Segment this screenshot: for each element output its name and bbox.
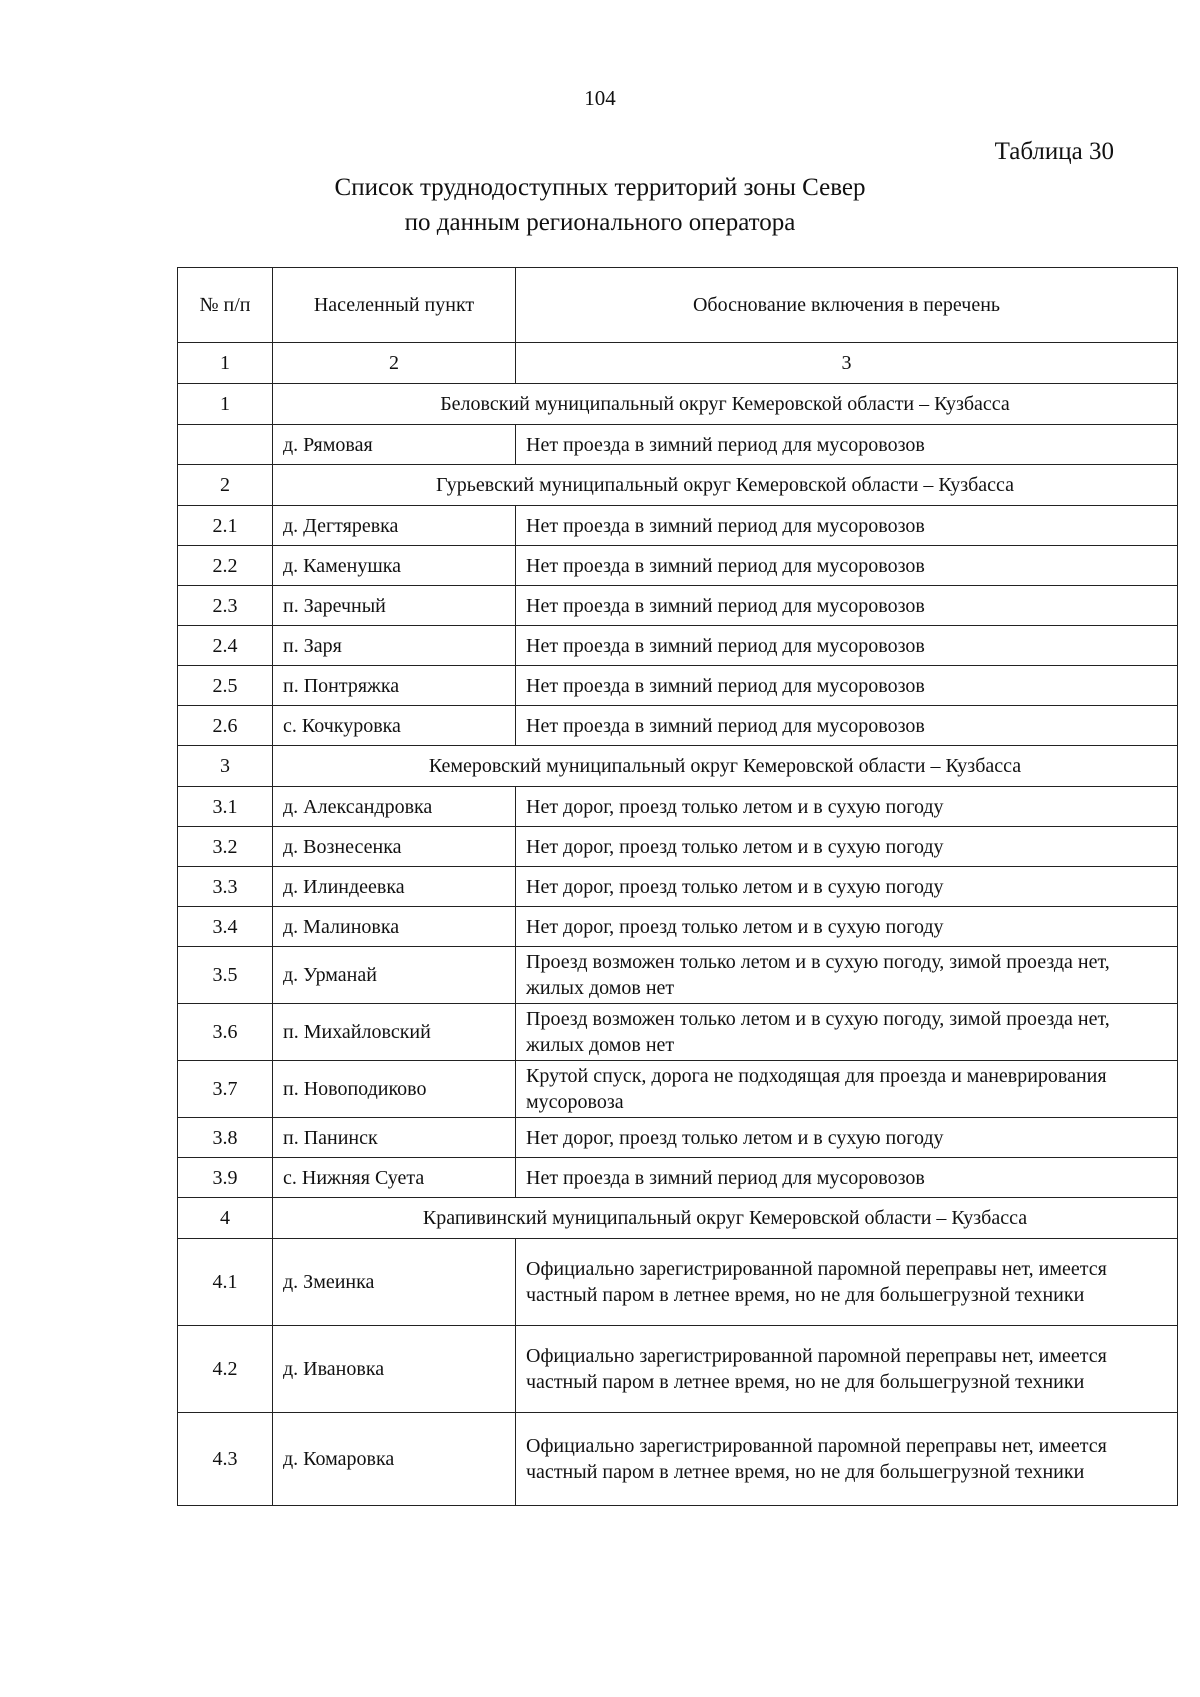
settlement-name: д. Каменушка [273, 546, 516, 586]
inclusion-reason: Нет проезда в зимний период для мусоровозов [516, 506, 1178, 546]
table-row [178, 827, 1178, 867]
row-number: 4.2 [178, 1326, 273, 1413]
table-row [178, 1413, 1178, 1506]
table-row [178, 666, 1178, 706]
row-number: 2.1 [178, 506, 273, 546]
row-number: 4.3 [178, 1413, 273, 1506]
row-number: 3.1 [178, 787, 273, 827]
header-place: Населенный пункт [273, 268, 516, 343]
inclusion-reason: Нет проезда в зимний период для мусоровозов [516, 1158, 1178, 1198]
row-number: 1 [178, 384, 273, 425]
settlement-name: д. Малиновка [273, 907, 516, 947]
settlement-name: д. Змеинка [273, 1239, 516, 1326]
table-row [178, 1004, 1178, 1061]
row-number: 2.3 [178, 586, 273, 626]
row-number: 4.1 [178, 1239, 273, 1326]
row-number: 3.7 [178, 1061, 273, 1118]
settlement-name: д. Александровка [273, 787, 516, 827]
column-number-1: 1 [178, 343, 273, 384]
table-row [178, 586, 1178, 626]
row-number: 3.9 [178, 1158, 273, 1198]
table-body [178, 268, 1178, 1506]
settlement-name: д. Урманай [273, 947, 516, 1004]
settlement-name: д. Комаровка [273, 1413, 516, 1506]
column-number-row [178, 343, 1178, 384]
settlement-name: д. Вознесенка [273, 827, 516, 867]
table-row [178, 1326, 1178, 1413]
table-row [178, 425, 1178, 465]
inclusion-reason: Нет проезда в зимний период для мусоровозов [516, 586, 1178, 626]
table-label: Таблица 30 [994, 138, 1114, 165]
settlement-name: д. Илиндеевка [273, 867, 516, 907]
document-title [0, 170, 1200, 240]
settlement-name: п. Новоподиково [273, 1061, 516, 1118]
group-row [178, 1198, 1178, 1239]
row-number: 2 [178, 465, 273, 506]
header-row [178, 268, 1178, 343]
table-row [178, 1239, 1178, 1326]
row-number: 3.5 [178, 947, 273, 1004]
row-number: 2.5 [178, 666, 273, 706]
group-title: Крапивинский муниципальный округ Кемеровской области – Кузбасса [273, 1198, 1178, 1239]
table-row [178, 907, 1178, 947]
table-row [178, 947, 1178, 1004]
settlement-name: д. Ивановка [273, 1326, 516, 1413]
group-title: Гурьевский муниципальный округ Кемеровской области – Кузбасса [273, 465, 1178, 506]
inclusion-reason: Нет дорог, проезд только летом и в сухую погоду [516, 907, 1178, 947]
inclusion-reason: Нет дорог, проезд только летом и в сухую погоду [516, 787, 1178, 827]
settlement-name: с. Кочкуровка [273, 706, 516, 746]
inclusion-reason: Крутой спуск, дорога не подходящая для проезда и маневрирования мусоровоза [516, 1061, 1178, 1118]
inclusion-reason: Проезд возможен только летом и в сухую погоду, зимой проезда нет, жилых домов нет [516, 1004, 1178, 1061]
inclusion-reason: Нет дорог, проезд только летом и в сухую погоду [516, 827, 1178, 867]
inclusion-reason: Официально зарегистрированной паромной переправы нет, имеется частный паром в летнее время, но не для большегрузной техники [516, 1326, 1178, 1413]
table-row [178, 546, 1178, 586]
column-number-2: 2 [273, 343, 516, 384]
inclusion-reason: Нет проезда в зимний период для мусоровозов [516, 626, 1178, 666]
row-number: 3 [178, 746, 273, 787]
settlement-name: п. Заречный [273, 586, 516, 626]
group-row [178, 746, 1178, 787]
table-row [178, 506, 1178, 546]
table-row [178, 1118, 1178, 1158]
group-title: Беловский муниципальный округ Кемеровской области – Кузбасса [273, 384, 1178, 425]
row-number: 2.6 [178, 706, 273, 746]
inclusion-reason: Нет проезда в зимний период для мусоровозов [516, 546, 1178, 586]
row-number: 3.2 [178, 827, 273, 867]
settlement-name: п. Панинск [273, 1118, 516, 1158]
row-number: 3.6 [178, 1004, 273, 1061]
inclusion-reason: Нет проезда в зимний период для мусоровозов [516, 666, 1178, 706]
settlement-name: п. Заря [273, 626, 516, 666]
inclusion-reason: Официально зарегистрированной паромной переправы нет, имеется частный паром в летнее время, но не для большегрузной техники [516, 1413, 1178, 1506]
table-row [178, 626, 1178, 666]
group-row [178, 465, 1178, 506]
header-reason: Обоснование включения в перечень [516, 268, 1178, 343]
table-row [178, 706, 1178, 746]
settlement-name: п. Михайловский [273, 1004, 516, 1061]
settlement-name: д. Дегтяревка [273, 506, 516, 546]
settlement-name: д. Рямовая [273, 425, 516, 465]
inclusion-reason: Нет проезда в зимний период для мусоровозов [516, 706, 1178, 746]
table-row [178, 787, 1178, 827]
row-number [178, 425, 273, 465]
inclusion-reason: Проезд возможен только летом и в сухую погоду, зимой проезда нет, жилых домов нет [516, 947, 1178, 1004]
title-line-2: по данным регионального оператора [404, 209, 796, 236]
inclusion-reason: Официально зарегистрированной паромной переправы нет, имеется частный паром в летнее время, но не для большегрузной техники [516, 1239, 1178, 1326]
title-line-1: Список труднодоступных территорий зоны Север [334, 174, 866, 201]
row-number: 3.3 [178, 867, 273, 907]
group-title: Кемеровский муниципальный округ Кемеровской области – Кузбасса [273, 746, 1178, 787]
inclusion-reason: Нет дорог, проезд только летом и в сухую погоду [516, 867, 1178, 907]
settlement-name: с. Нижняя Суета [273, 1158, 516, 1198]
territories-table [177, 267, 1178, 1506]
row-number: 2.2 [178, 546, 273, 586]
row-number: 4 [178, 1198, 273, 1239]
group-row [178, 384, 1178, 425]
row-number: 3.4 [178, 907, 273, 947]
inclusion-reason: Нет дорог, проезд только летом и в сухую погоду [516, 1118, 1178, 1158]
header-num: № п/п [178, 268, 273, 343]
page-number: 104 [584, 86, 616, 110]
table-row [178, 1158, 1178, 1198]
column-number-3: 3 [516, 343, 1178, 384]
table-row [178, 867, 1178, 907]
table-row [178, 1061, 1178, 1118]
settlement-name: п. Понтряжка [273, 666, 516, 706]
inclusion-reason: Нет проезда в зимний период для мусоровозов [516, 425, 1178, 465]
row-number: 3.8 [178, 1118, 273, 1158]
row-number: 2.4 [178, 626, 273, 666]
